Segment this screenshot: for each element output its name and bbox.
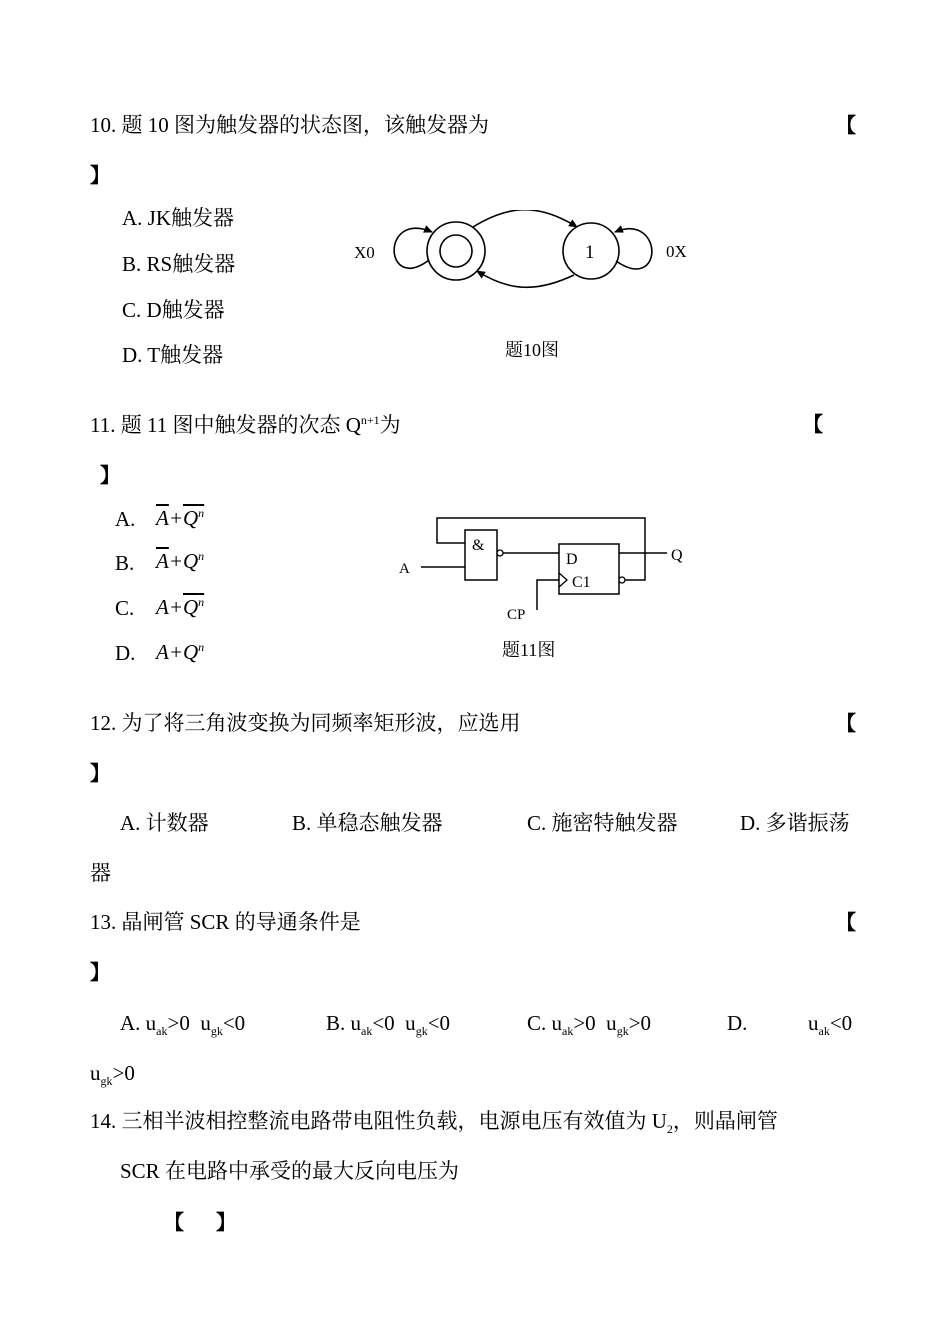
q11-open-bracket: 【 <box>803 412 823 436</box>
q11-option-a-letter: A. <box>115 507 136 531</box>
q14-close-bracket: 】 <box>216 1210 236 1234</box>
q10-state-diagram <box>340 210 710 310</box>
q11-stem-text: 11. 题 11 图中触发器的次态 Q <box>90 413 361 437</box>
q11-close-bracket: 】 <box>100 463 120 487</box>
q10-state-0-inner <box>440 235 472 267</box>
q11-qbar-bubble <box>619 577 625 583</box>
q12-option-a: A. 计数器 <box>120 811 209 835</box>
q11-stem-sup: n+1 <box>360 413 380 427</box>
q10-figure-caption: 题10图 <box>505 340 559 360</box>
q11-stem <box>90 414 401 436</box>
q12-stem: 12. 为了将三角波变换为同频率矩形波，应选用 <box>90 711 521 735</box>
q11-circuit-diagram <box>395 510 695 630</box>
q10-open-bracket: 【 <box>836 113 856 137</box>
q12-close-bracket: 】 <box>90 761 110 785</box>
q14-open-bracket: 【 <box>164 1210 184 1234</box>
q10-option-a: A. JK触发器 <box>122 206 235 230</box>
q10-self-loop-left <box>394 228 432 268</box>
q13-option-c: C. $u_{ak}>0$ $u_{gk}>0$ <box>527 1011 652 1039</box>
q12-option-b: B. 单稳态触发器 <box>292 811 443 835</box>
q10-state-1-label: 1 <box>585 242 595 263</box>
q11-stem-tail: 为 <box>379 413 401 437</box>
q11-c1-label: C1 <box>572 574 591 591</box>
q10-left-loop-label: X0 <box>354 243 375 262</box>
q13-option-a: A. $u_{ak}>0$ $u_{gk}<0$ <box>120 1011 246 1039</box>
q10-close-bracket: 】 <box>90 163 110 187</box>
q11-input-a-label: A <box>399 561 410 577</box>
q11-option-a-formula: $\overline{A}+Q^n$ <box>156 506 205 530</box>
q11-d-label: D <box>566 551 578 568</box>
q14-stem-tail: ，则晶闸管 <box>672 1109 778 1133</box>
q12-option-d-wrap: 器 <box>90 861 111 885</box>
q11-option-c-letter: C. <box>115 596 135 620</box>
q10-self-loop-right <box>615 229 652 269</box>
q10-right-loop-label: 0X <box>666 242 687 261</box>
q10-state-0-outer <box>427 222 485 280</box>
q10-option-c: C. D触发器 <box>122 298 225 322</box>
q14-stem-sub: 2 <box>666 1122 673 1137</box>
q11-q-label: Q <box>671 547 683 564</box>
q12-open-bracket: 【 <box>836 711 856 735</box>
q13-close-bracket: 】 <box>90 960 110 984</box>
q13-option-d-part1: $u_{ak}<0$ <box>808 1011 853 1039</box>
q10-option-b: B. RS触发器 <box>122 252 236 276</box>
q12-option-c: C. 施密特触发器 <box>527 811 678 835</box>
q13-option-d-part2: $u_{gk}>0$ <box>90 1061 135 1089</box>
q11-cp-label: CP <box>507 607 526 623</box>
q13-option-d-letter: D. <box>727 1011 748 1035</box>
q10-transition-0-to-1 <box>473 210 577 227</box>
q12-option-d: D. 多谐振荡 <box>740 811 850 835</box>
q13-option-b-letter: B. <box>326 1011 346 1035</box>
q13-stem: 13. 晶闸管 SCR 的导通条件是 <box>90 910 361 934</box>
q13-option-c-letter: C. <box>527 1011 547 1035</box>
q11-cp-wire <box>537 580 559 610</box>
q11-figure-caption: 题11图 <box>502 640 556 660</box>
q11-option-d-formula: $A+Q^n$ <box>156 640 205 664</box>
q14-stem-line2: SCR 在电路中承受的最大反向电压为 <box>120 1159 459 1183</box>
q11-option-c-formula: $A+Q^n$ <box>156 595 205 619</box>
q14-stem-text: 14. 三相半波相控整流电路带电阻性负载，电源电压有效值为 U <box>90 1109 667 1133</box>
q10-option-d: D. T触发器 <box>122 343 224 367</box>
q13-option-b: B. $u_{ak}<0$ $u_{gk}<0$ <box>326 1011 451 1039</box>
q14-stem-line1 <box>90 1111 778 1135</box>
q11-option-d-letter: D. <box>115 641 136 665</box>
q11-option-b-formula: $\overline{A}+Q^n$ <box>156 549 205 573</box>
q13-option-a-letter: A. <box>120 1011 141 1035</box>
q11-and-gate-bubble <box>497 550 503 556</box>
q11-and-gate-label: & <box>472 537 485 554</box>
q13-open-bracket: 【 <box>836 910 856 934</box>
q10-stem: 10. 题 10 图为触发器的状态图，该触发器为 <box>90 113 489 137</box>
q10-transition-1-to-0 <box>477 271 574 287</box>
q11-option-b-letter: B. <box>115 551 135 575</box>
